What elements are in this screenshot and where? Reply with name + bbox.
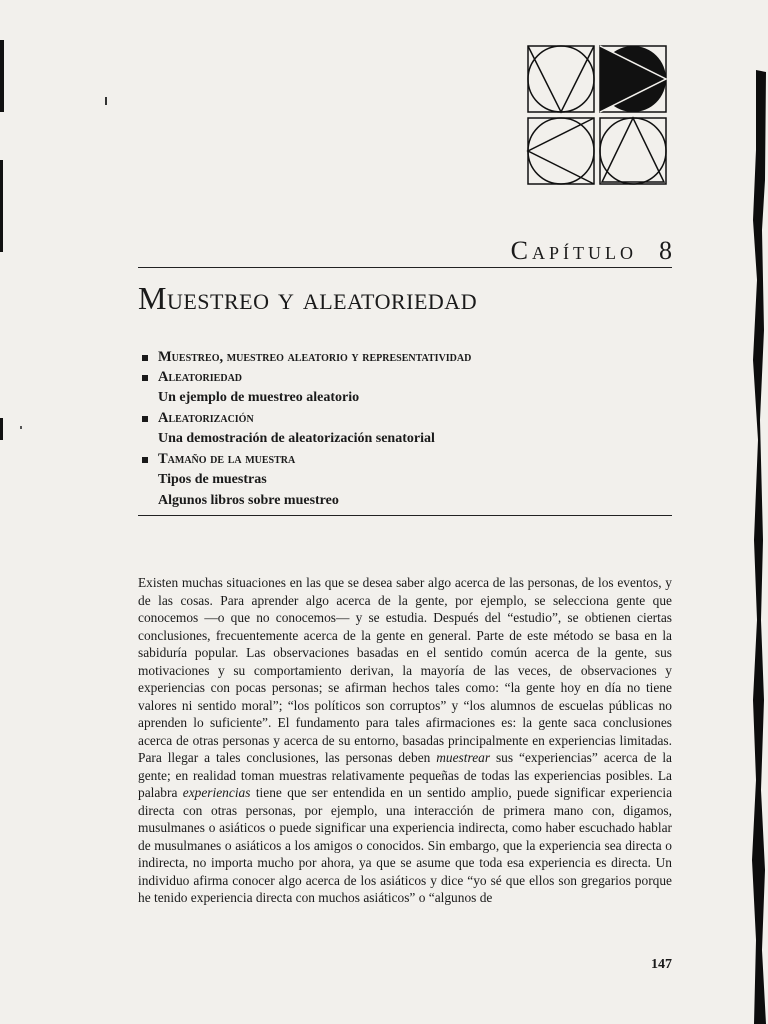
chapter-title: Muestreo y aleatoriedad [138,280,478,316]
body-emphasis: muestrear [436,750,491,765]
toc-section-title: Aleatoriedad [158,369,243,385]
chapter-logo-icon [526,44,672,190]
toc-section-title: Aleatorización [158,410,254,426]
toc-item [142,367,662,408]
toc-subsection-title: Tipos de muestras [158,472,267,487]
chapter-contents [142,347,662,511]
toc-section-title: Muestreo, muestreo aleatorio y representatividad [158,349,472,365]
toc-subsection-title: Un ejemplo de muestreo aleatorio [158,390,360,405]
bullet-icon [142,457,148,463]
scan-edge-mark [0,160,3,252]
divider-rule [138,515,672,516]
chapter-label: Capítulo [510,236,637,265]
scan-edge-mark [0,418,3,440]
toc-item [142,449,662,511]
scan-edge-mark [0,40,4,112]
scan-speck [105,97,107,105]
scan-speck [20,426,22,429]
divider-rule [138,267,672,268]
toc-item [142,408,662,449]
scan-right-edge [734,0,768,1024]
body-emphasis: experiencias [182,785,251,800]
chapter-heading [140,236,672,266]
bullet-icon [142,416,148,422]
page-number: 147 [651,957,672,972]
body-text-segment: tiene que ser entendida en un sentido amplio, puede significar experiencia directa con otras personas, por ejemplo, una interacción de primera mano con, digamos, musulmanes o asiáticos o puede significar una experiencia indirecta, como haber escuchado hablar de musulmanes o asiáticos a los amigos o conocidos. Sin embargo, que la experiencia sea directa o indirecta, no importa mucho por ahora, ya que se asume que toda esa experiencia es directa. Un individuo afirma conocer algo acerca de los asiáticos y dice “yo sé que ellos son gregarios porque he tenido experiencia directa con muchos asiáticos” o “algunos de [138,785,673,905]
body-paragraph [138,574,672,907]
bullet-icon [142,375,148,381]
toc-subsection-title: Algunos libros sobre muestreo [158,493,339,508]
chapter-number: 8 [659,236,672,265]
body-text-segment: sus “experiencias” acerca de la gente; en realidad toman muestras relativamente pequeñas de todas las experiencias posibles. La palabra [138,750,672,800]
toc-section-title: Tamaño de la muestra [158,451,296,467]
toc-subsection-title: Una demostración de aleatorización senatorial [158,431,435,446]
bullet-icon [142,355,148,361]
body-text-segment: Existen muchas situaciones en las que se desea saber algo acerca de las personas, de los eventos, y de las cosas. Para aprender algo acerca de la gente, por ejemplo, se selecciona gente que conocemos —o que no conocemos— y se estudia. Después del “estudio”, se obtienen ciertas conclusiones, frecuentemente acerca de la gente en general. Parte de este método se basa en la sabiduría popular. Las observaciones basadas en el sentido común acerca de la gente, sus motivaciones y su comportamiento derivan, la mayoría de las veces, de observaciones y experiencias con pocas personas; se afirman hechos tales como: “la gente hoy en día no tiene valores ni sentido moral”; “los políticos son corruptos” y “los alumnos de escuelas públicas no aprenden lo suficiente”. El fundamento para tales afirmaciones es: la gente saca conclusiones acerca de otras personas y acerca de su entorno, basadas principalmente en experiencias limitadas. Para llegar a tales conclusiones, las personas deben [138,575,672,765]
toc-item [142,347,662,367]
